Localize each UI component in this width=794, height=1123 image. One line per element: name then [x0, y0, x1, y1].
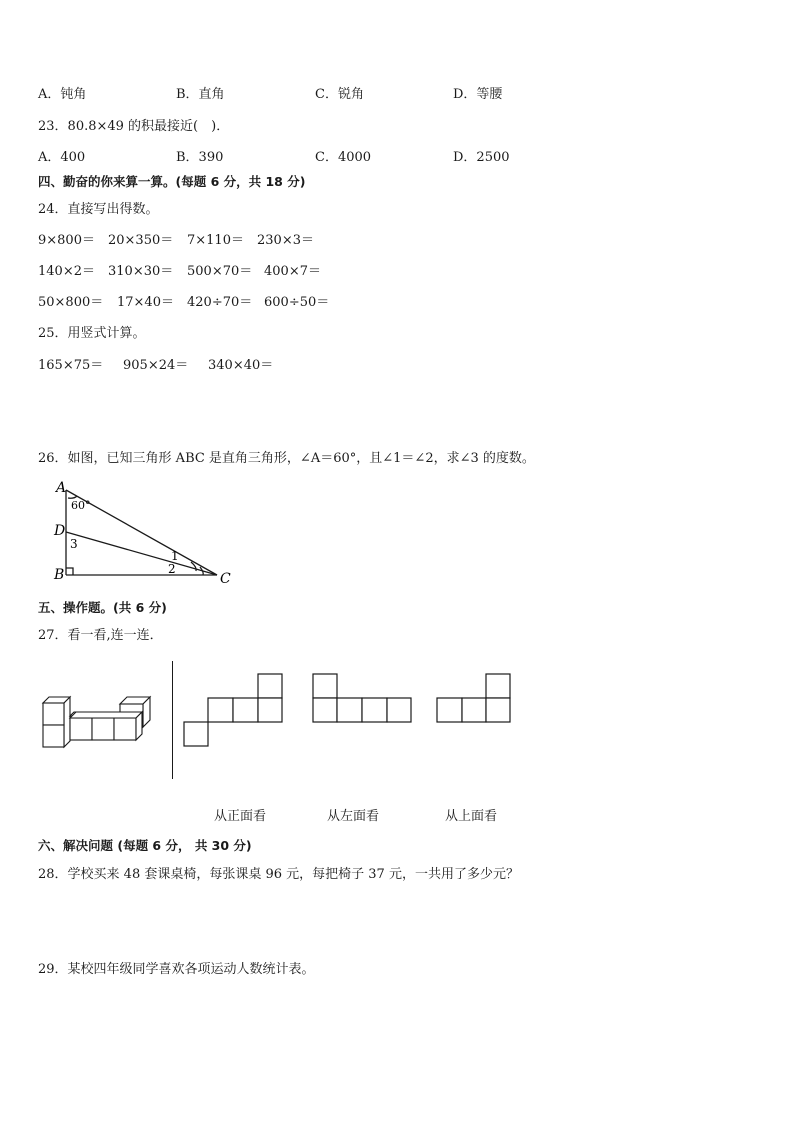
label-angle1: 1 [171, 549, 179, 563]
q24-item: 140×2＝ [38, 264, 95, 279]
q23-option-b: B．390 [176, 150, 224, 165]
q24-item: 9×800＝ [38, 233, 95, 248]
q24-item: 7×110＝ [187, 233, 244, 248]
q27-question: 27．看一看,连一连． [38, 628, 163, 643]
q25-question: 25．用竖式计算。 [38, 326, 146, 341]
q24-item: 230×3＝ [257, 233, 314, 248]
q29-question: 29．某校四年级同学喜欢各项运动人数统计表。 [38, 962, 315, 977]
label-60: 60° [71, 499, 91, 512]
q23-option-a: A．400 [38, 150, 86, 165]
q24-item: 20×350＝ [108, 233, 174, 248]
q22-option-c: C．锐角 [315, 87, 364, 102]
view-shape-3 [436, 673, 514, 725]
triangle-abc-figure [50, 476, 240, 586]
q24-item: 500×70＝ [187, 264, 253, 279]
section6-title: 六、解决问题 (每题 6 分， 共 30 分) [38, 838, 252, 853]
q22-option-a: A．钝角 [38, 87, 87, 102]
q28-question: 28．学校买来 48 套课桌椅，每张课桌 96 元，每把椅子 37 元，一共用了多少元？ [38, 867, 519, 882]
section5-title: 五、操作题。(共 6 分) [38, 600, 167, 615]
label-d: D [54, 523, 66, 539]
label-angle2: 2 [168, 562, 176, 576]
q23-option-c: C．4000 [315, 150, 372, 165]
q25-item: 165×75＝ [38, 358, 104, 373]
q25-item: 905×24＝ [123, 358, 189, 373]
caption-top-view: 从上面看 [445, 809, 498, 824]
q24-item: 600÷50＝ [264, 295, 330, 310]
label-a: A [56, 480, 67, 496]
q24-item: 50×800＝ [38, 295, 104, 310]
q24-item: 310×30＝ [108, 264, 174, 279]
q24-item: 420÷70＝ [187, 295, 253, 310]
q24-item: 17×40＝ [117, 295, 174, 310]
q22-option-b: B．直角 [176, 87, 225, 102]
view-shape-2 [312, 673, 414, 725]
label-angle3: 3 [70, 537, 78, 551]
caption-left-view: 从左面看 [327, 809, 380, 824]
vertical-divider [172, 661, 173, 779]
q23-question: 23．80.8×49 的积最接近( )． [38, 119, 230, 134]
section4-title: 四、勤奋的你来算一算。(每题 6 分，共 18 分) [38, 174, 306, 189]
q23-option-d: D．2500 [453, 150, 510, 165]
q24-question: 24．直接写出得数。 [38, 202, 159, 217]
view-shape-1 [183, 673, 285, 749]
label-c: C [220, 571, 231, 587]
cube-stack-figure [40, 694, 155, 750]
q25-item: 340×40＝ [208, 358, 274, 373]
label-b: B [54, 567, 65, 583]
caption-front-view: 从正面看 [214, 809, 267, 824]
q26-question: 26．如图，已知三角形 ABC 是直角三角形，∠A＝60°，且∠1＝∠2，求∠3 的度数。 [38, 451, 535, 466]
q24-item: 400×7＝ [264, 264, 321, 279]
q22-option-d: D．等腰 [453, 87, 503, 102]
